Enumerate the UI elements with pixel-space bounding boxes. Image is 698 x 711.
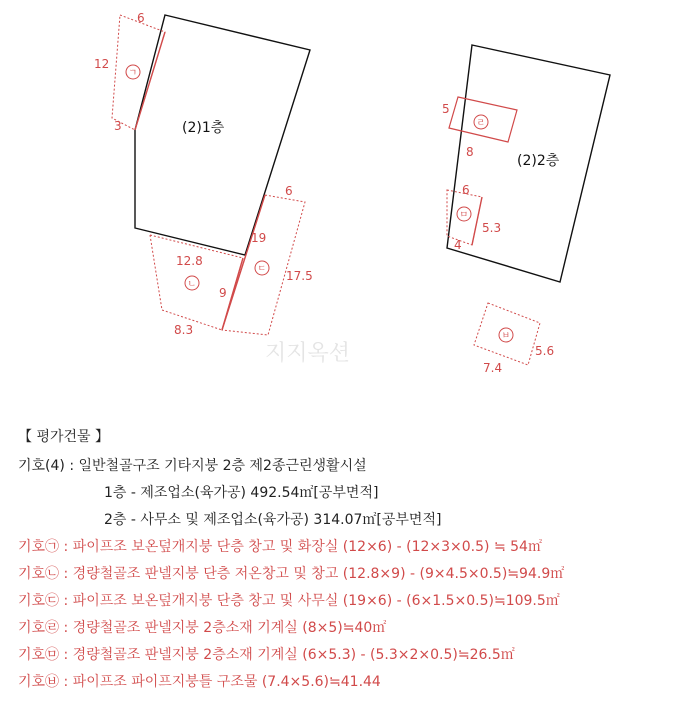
dim-m-right: 5.3 [482, 221, 502, 235]
annex-g-outline [112, 15, 165, 130]
legend-title: 【 평가건물 】 [18, 429, 109, 445]
annex-m-solid-edge [472, 197, 482, 245]
watermark-text: 지지옥션 [265, 341, 351, 366]
dim-b-right: 5.6 [535, 344, 555, 358]
floor2-label: (2)2층 [517, 153, 560, 169]
dim-g-left: 12 [94, 57, 110, 71]
floor1-label: (2)1층 [182, 120, 225, 136]
dim-n-bottom: 8.3 [174, 323, 194, 337]
dim-d-left: 19 [251, 231, 267, 245]
legend-main-floor2: 2층 - 사무소 및 제조업소(육가공) 314.07㎡[공부면적] [104, 512, 442, 528]
dim-m-top: 6 [462, 183, 470, 197]
legend-section [18, 424, 688, 696]
dim-r-left: 5 [442, 102, 450, 116]
legend-main-floor1: 1층 - 제조업소(육가공) 492.54㎡[공부면적] [104, 485, 379, 501]
annex-d-solid-edge [222, 195, 265, 330]
sym-d-label: ㄷ [257, 264, 267, 275]
annex-n-outline [150, 235, 243, 330]
dim-g-top: 6 [137, 11, 145, 25]
dim-m-bottom: 4 [454, 238, 462, 252]
legend-main-line: 기호(4) : 일반철골구조 기타지붕 2층 제2종근린생활시설 [18, 458, 367, 474]
legend-item-d: 기호㉢ : 파이프조 보온덮개지붕 단층 창고 및 사무실 (19×6) - (6×1.5×0.5)≒109.5㎡ [18, 593, 560, 609]
legend-item-n: 기호㉡ : 경량철골조 판넬지붕 단층 저온창고 및 창고 (12.8×9) - (9×4.5×0.5)≒94.9㎡ [18, 566, 565, 582]
dim-d-top: 6 [285, 184, 293, 198]
dim-g-bottom: 3 [114, 119, 122, 133]
legend-item-r: 기호㉣ : 경량철골조 판넬지붕 2층소재 기계실 (8×5)≒40㎡ [18, 620, 387, 636]
sym-r-label: ㄹ [476, 118, 486, 129]
dim-n-top: 12.8 [176, 254, 203, 268]
sym-n-label: ㄴ [187, 279, 197, 290]
sym-m-label: ㅁ [459, 210, 469, 221]
dim-r-bottom: 8 [466, 145, 474, 159]
legend-item-g: 기호㉠ : 파이프조 보온덮개지붕 단층 창고 및 화장실 (12×6) - (12×3×0.5) ≒ 54㎡ [18, 539, 542, 555]
legend-item-m: 기호㉤ : 경량철골조 판넬지붕 2층소재 기계실 (6×5.3) - (5.3×2×0.5)≒26.5㎡ [18, 647, 515, 663]
annex-g-solid-edge [135, 32, 165, 130]
sym-b-label: ㅂ [501, 331, 511, 342]
sym-g-label: ㄱ [128, 68, 138, 79]
dim-b-bottom: 7.4 [483, 361, 503, 375]
dim-n-right: 9 [219, 286, 227, 300]
legend-item-b: 기호㉥ : 파이프조 파이프지붕틀 구조물 (7.4×5.6)≒41.44 [18, 674, 381, 690]
dim-d-right: 17.5 [286, 269, 313, 283]
